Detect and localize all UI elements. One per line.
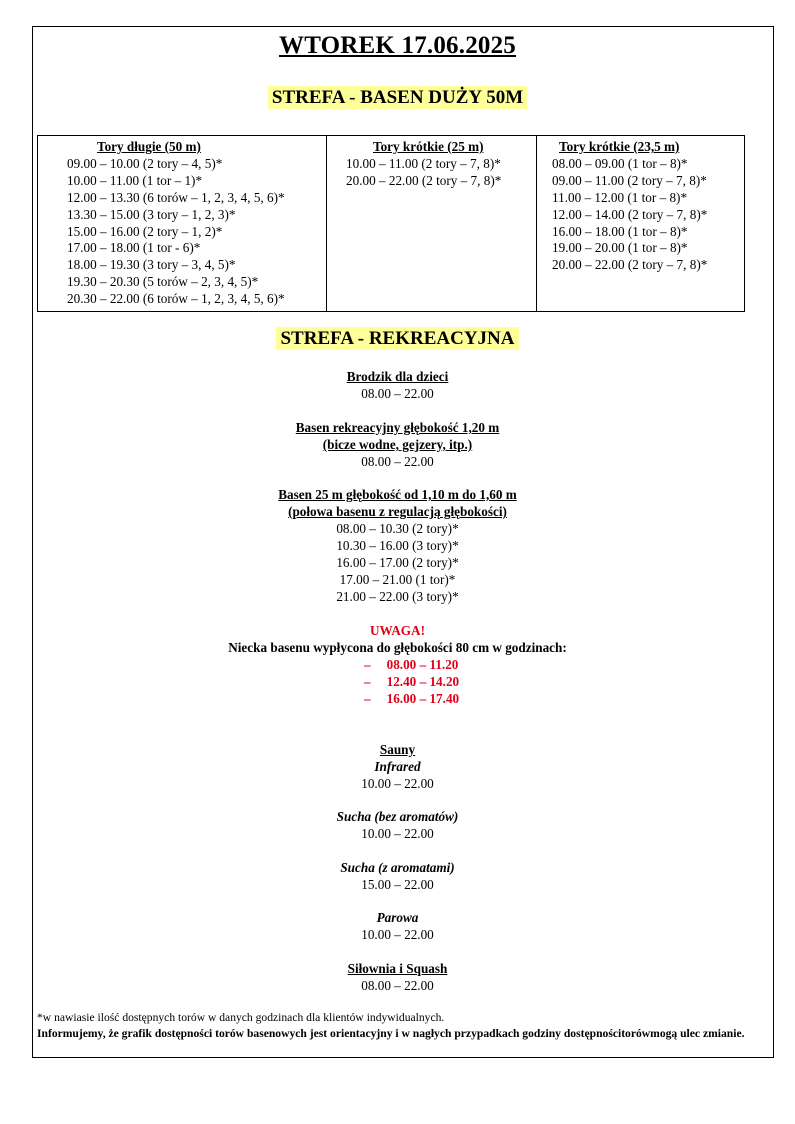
notice-hours-list [364,656,795,707]
lane-slot: 20.00 – 22.00 (2 tory – 7, 8)* [346,172,502,188]
lane-slot: 17.00 – 18.00 (1 tor - 6)* [67,240,201,256]
pool-25m-subtitle: (połowa basenu z regulacją głębokości) [288,504,507,519]
sauna-name: Sucha (z aromatami) [340,860,455,875]
zone-big-pool [0,87,795,109]
lanes-heading: Tory krótkie (25 m) [373,139,484,154]
notice-text: Niecka basenu wypłycona do głębokości 80 cm w godzinach: [228,640,567,655]
dash-bullet: – [364,674,371,689]
recreational-pool-hours: 08.00 – 22.00 [361,454,434,469]
pool-25m-slot: 08.00 – 10.30 (2 tory)* [336,521,459,536]
lanes-column-long [38,136,326,311]
sauna-item [0,909,795,943]
lane-slot: 16.00 – 18.00 (1 tor – 8)* [552,223,688,239]
lane-slot: 20.30 – 22.00 (6 torów – 1, 2, 3, 4, 5, 6)* [67,291,285,307]
brodzik-title: Brodzik dla dzieci [346,369,449,384]
dash-bullet: – [364,691,371,706]
saunas-title: Sauny [379,742,416,757]
recreational-pool-section [0,419,795,470]
lane-slot: 15.00 – 16.00 (2 tory – 1, 2)* [67,223,223,239]
gym-section [0,960,795,994]
saunas-section [0,741,795,792]
page-title: WTOREK 17.06.2025 [279,32,516,59]
sauna-name: Infrared [374,759,421,774]
dash-bullet: – [364,657,371,672]
zone-big-pool-label: STREFA - BASEN DUŻY 50M [268,86,527,109]
sauna-item [0,808,795,842]
pool-25m-title: Basen 25 m głębokość od 1,10 m do 1,60 m [278,487,517,502]
lanes-heading: Tory długie (50 m) [97,139,201,154]
lane-slot: 11.00 – 12.00 (1 tor – 8)* [552,189,688,205]
lanes-heading: Tory krótkie (23,5 m) [559,139,680,154]
pool-25m-slot: 21.00 – 22.00 (3 tory)* [336,589,459,604]
footer-info: Informujemy, że grafik dostępności torów basenowych jest orientacyjny i w nagłych przypadkach godziny dostępnościtorówmogą ulec zmianie. [37,1027,745,1040]
lane-slot: 13.30 – 15.00 (3 tory – 1, 2, 3)* [67,206,236,222]
lane-slot: 08.00 – 09.00 (1 tor – 8)* [552,155,688,171]
lane-slot: 09.00 – 11.00 (2 tory – 7, 8)* [552,172,707,188]
brodzik-hours: 08.00 – 22.00 [361,386,434,401]
brodzik-section [0,368,795,402]
lane-slot: 20.00 – 22.00 (2 tory – 7, 8)* [552,257,708,273]
notice-hours-item [364,656,795,673]
notice-section [0,622,795,707]
notice-label: UWAGA! [370,623,425,638]
notice-hours-value: 08.00 – 11.20 [386,657,459,672]
sauna-hours: 10.00 – 22.00 [361,776,434,791]
sauna-name: Parowa [376,910,419,925]
footer [37,1010,757,1042]
lane-slot: 19.30 – 20.30 (5 torów – 2, 3, 4, 5)* [67,274,259,290]
lane-slot: 12.00 – 13.30 (6 torów – 1, 2, 3, 4, 5, 6)* [67,189,285,205]
lanes-column-short-25 [326,136,536,311]
recreational-pool-subtitle: (bicze wodne, gejzery, itp.) [322,437,473,452]
sauna-name: Sucha (bez aromatów) [336,809,459,824]
gym-hours: 08.00 – 22.00 [361,978,434,993]
notice-hours-value: 16.00 – 17.40 [386,691,460,706]
lane-slot: 10.00 – 11.00 (2 tory – 7, 8)* [346,155,501,171]
lanes-column-short-23-5 [536,136,744,311]
pool-25m-slot: 16.00 – 17.00 (2 tory)* [336,555,459,570]
lane-slot: 10.00 – 11.00 (1 tor – 1)* [67,172,203,188]
pool-25m-section [0,486,795,605]
zone-recreation [0,328,795,350]
footer-note: *w nawiasie ilość dostępnych torów w danych godzinach dla klientów indywidualnych. [37,1011,445,1024]
sauna-hours: 10.00 – 22.00 [361,826,434,841]
notice-hours-value: 12.40 – 14.20 [386,674,460,689]
sauna-hours: 10.00 – 22.00 [361,927,434,942]
notice-hours-item [364,690,795,707]
lane-slot: 12.00 – 14.00 (2 tory – 7, 8)* [552,206,708,222]
lane-slot: 09.00 – 10.00 (2 tory – 4, 5)* [67,155,223,171]
gym-title: Siłownia i Squash [347,961,448,976]
lanes-table [37,135,745,312]
sauna-hours: 15.00 – 22.00 [361,877,434,892]
recreational-pool-title: Basen rekreacyjny głębokość 1,20 m [295,420,500,435]
lane-slot: 18.00 – 19.30 (3 tory – 3, 4, 5)* [67,257,236,273]
pool-25m-slot: 17.00 – 21.00 (1 tor)* [339,572,456,587]
zone-recreation-label: STREFA - REKREACYJNA [276,327,518,350]
sauna-item [0,859,795,893]
lane-slot: 19.00 – 20.00 (1 tor – 8)* [552,240,688,256]
pool-25m-slot: 10.30 – 16.00 (3 tory)* [336,538,459,553]
notice-hours-item [364,673,795,690]
